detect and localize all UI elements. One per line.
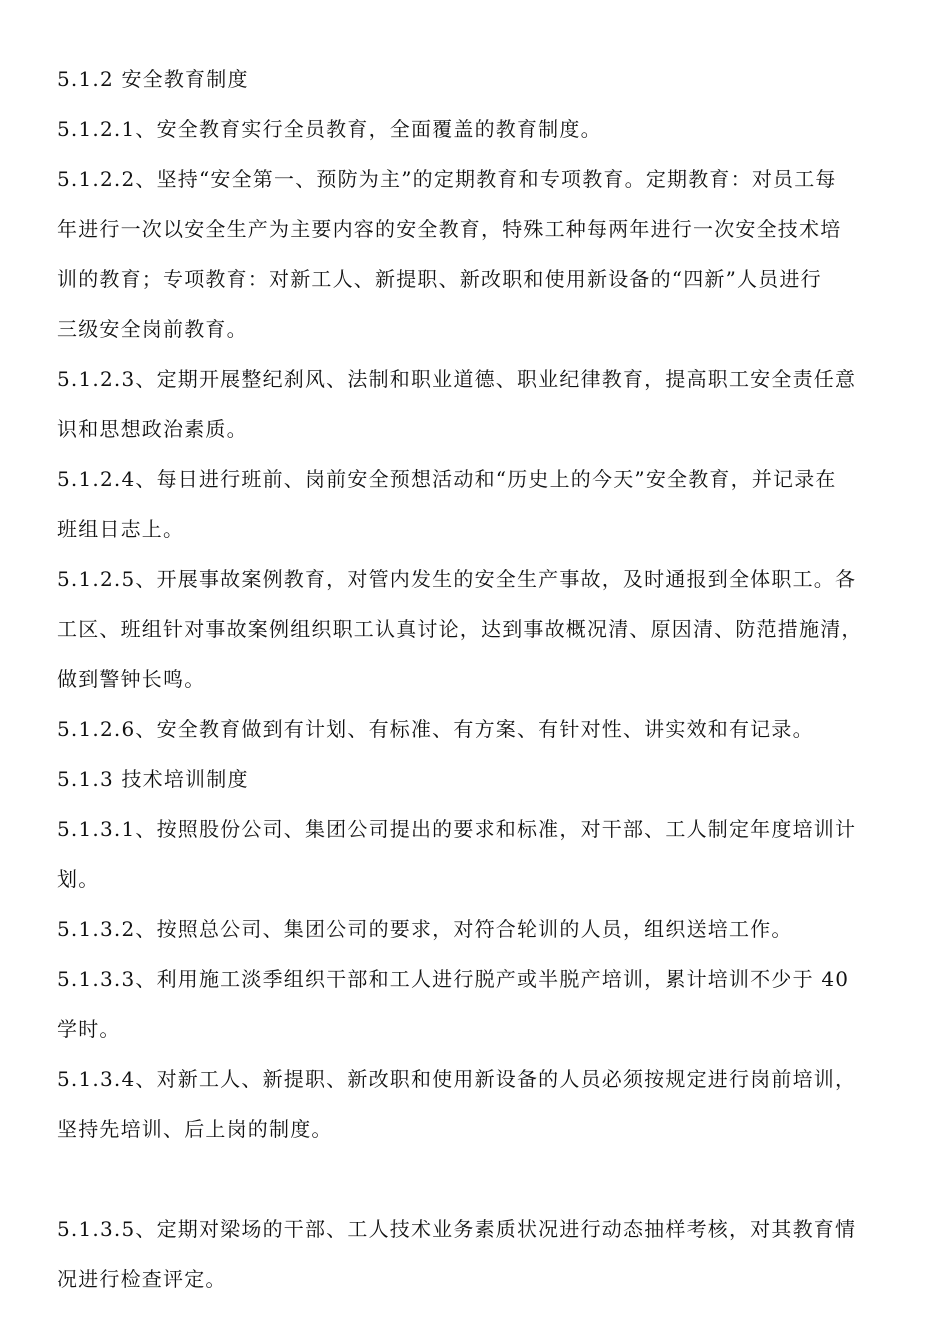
paragraph-5-1-2-2-line-1: 5.1.2.2、坚持“安全第一、预防为主”的定期教育和专项教育。定期教育：对员工每 bbox=[57, 167, 837, 191]
paragraph-5-1-2-5-line-2: 工区、班组针对事故案例组织职工认真讨论，达到事故概况清、原因清、防范措施清， bbox=[57, 617, 863, 641]
paragraph-5-1-2-4-line-2: 班组日志上。 bbox=[57, 517, 185, 541]
paragraph-5-1-2-4-line-1: 5.1.2.4、每日进行班前、岗前安全预想活动和“历史上的今天”安全教育，并记录在 bbox=[57, 467, 837, 491]
paragraph-5-1-3-4-line-1: 5.1.3.4、对新工人、新提职、新改职和使用新设备的人员必须按规定进行岗前培训， bbox=[57, 1067, 857, 1091]
paragraph-5-1-2-2-line-4: 三级安全岗前教育。 bbox=[57, 317, 248, 341]
paragraph-5-1-3-3-line-1: 5.1.3.3、利用施工淡季组织干部和工人进行脱产或半脱产培训，累计培训不少于 40 bbox=[57, 967, 850, 991]
paragraph-5-1-3-5-line-1: 5.1.3.5、定期对梁场的干部、工人技术业务素质状况进行动态抽样考核，对其教育情 bbox=[57, 1217, 857, 1241]
paragraph-5-1-3-1-line-2: 划。 bbox=[57, 867, 100, 891]
paragraph-5-1-2-5-line-3: 做到警钟长鸣。 bbox=[57, 667, 206, 691]
paragraph-5-1-2-6: 5.1.2.6、安全教育做到有计划、有标准、有方案、有针对性、讲实效和有记录。 bbox=[57, 717, 814, 741]
section-heading-5-1-3: 5.1.3 技术培训制度 bbox=[57, 767, 249, 791]
paragraph-5-1-3-2: 5.1.3.2、按照总公司、集团公司的要求，对符合轮训的人员，组织送培工作。 bbox=[57, 917, 793, 941]
paragraph-5-1-2-2-line-3: 训的教育；专项教育：对新工人、新提职、新改职和使用新设备的“四新”人员进行 bbox=[57, 267, 822, 291]
paragraph-5-1-2-3-line-1: 5.1.2.3、定期开展整纪刹风、法制和职业道德、职业纪律教育，提高职工安全责任意 bbox=[57, 367, 857, 391]
paragraph-5-1-3-5-line-2: 况进行检查评定。 bbox=[57, 1267, 227, 1291]
paragraph-5-1-3-1-line-1: 5.1.3.1、按照股份公司、集团公司提出的要求和标准，对干部、工人制定年度培训计 bbox=[57, 817, 857, 841]
paragraph-5-1-2-1: 5.1.2.1、安全教育实行全员教育，全面覆盖的教育制度。 bbox=[57, 117, 602, 141]
paragraph-5-1-2-2-line-2: 年进行一次以安全生产为主要内容的安全教育，特殊工种每两年进行一次安全技术培 bbox=[57, 217, 842, 241]
document-page bbox=[57, 54, 900, 1304]
paragraph-5-1-2-3-line-2: 识和思想政治素质。 bbox=[57, 417, 248, 441]
paragraph-5-1-3-3-line-2: 学时。 bbox=[57, 1017, 121, 1041]
paragraph-5-1-3-4-line-2: 坚持先培训、后上岗的制度。 bbox=[57, 1117, 333, 1141]
paragraph-5-1-2-5-line-1: 5.1.2.5、开展事故案例教育，对管内发生的安全生产事故，及时通报到全体职工。各 bbox=[57, 567, 857, 591]
section-heading-5-1-2: 5.1.2 安全教育制度 bbox=[57, 67, 249, 91]
